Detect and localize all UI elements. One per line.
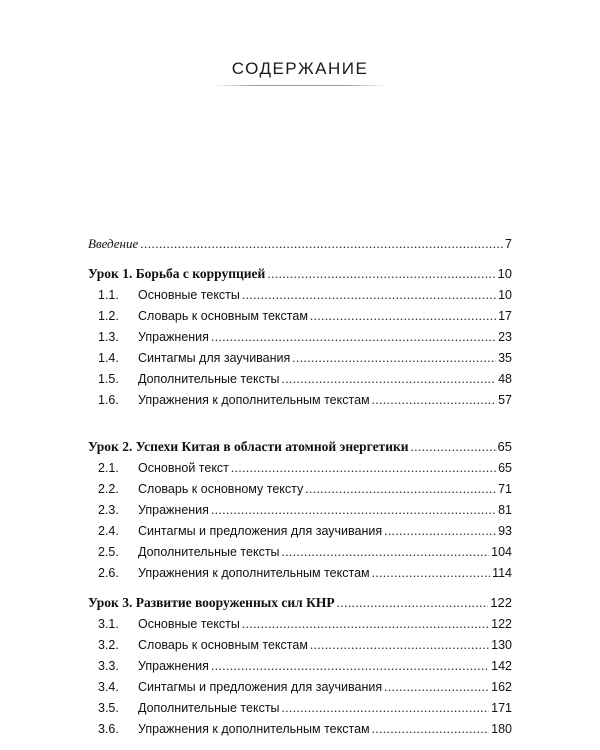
toc-item-number: 2.2. (98, 482, 119, 496)
toc-item-number: 1.4. (98, 351, 119, 365)
toc-item-title: Основные тексты (138, 288, 240, 302)
toc-item-title: Упражнения (138, 659, 209, 673)
dot-leader (242, 284, 496, 305)
toc-item-title: Синтагмы и предложения для заучивания (138, 680, 383, 694)
toc-item-number: 3.4. (98, 680, 119, 694)
dot-leader (282, 368, 497, 389)
toc-item-3-3[interactable] (88, 655, 512, 676)
toc-entry-intro[interactable] (88, 233, 512, 254)
toc-item-title: Синтагмы для заучивания (138, 351, 291, 365)
toc-item-3-4[interactable] (88, 676, 512, 697)
toc-page-number: 162 (491, 680, 512, 694)
toc-item-2-4[interactable] (88, 520, 512, 541)
dot-leader (267, 263, 495, 284)
toc-item-number: 3.5. (98, 701, 119, 715)
toc-page-number: 65 (497, 439, 512, 454)
toc-item-title: Упражнения к дополнительным текстам (138, 393, 370, 407)
toc-item-number: 2.5. (98, 545, 119, 559)
toc-item-2-3[interactable] (88, 499, 512, 520)
toc-item-3-6[interactable] (88, 718, 512, 739)
toc-item-title: Дополнительные тексты (138, 372, 280, 386)
toc-page-number: 10 (497, 266, 512, 281)
dot-leader (242, 613, 489, 634)
toc-page-number: 65 (498, 461, 512, 475)
toc-page-number: 7 (505, 237, 512, 251)
dot-leader (211, 655, 489, 676)
toc-item-number: 2.3. (98, 503, 119, 517)
toc-item-number: 3.3. (98, 659, 119, 673)
toc-item-number: 1.1. (98, 288, 119, 302)
dot-leader (310, 634, 489, 655)
toc-lesson-2[interactable] (88, 436, 512, 457)
toc-page-number: 130 (491, 638, 512, 652)
dot-leader (305, 478, 496, 499)
toc-lesson-title: Урок 2. Успехи Китая в области атомной энергетики (88, 439, 409, 454)
toc-page-number: 35 (498, 351, 512, 365)
toc-item-number: 1.6. (98, 393, 119, 407)
dot-leader (384, 520, 496, 541)
toc-page-number: 10 (498, 288, 512, 302)
toc-item-2-2[interactable] (88, 478, 512, 499)
toc-item-title: Упражнения (138, 503, 209, 517)
toc-item-1-5[interactable] (88, 368, 512, 389)
toc-item-1-4[interactable] (88, 347, 512, 368)
toc-item-3-1[interactable] (88, 613, 512, 634)
toc-page-number: 81 (498, 503, 512, 517)
toc-item-title: Словарь к основным текстам (138, 638, 308, 652)
toc-page-number: 104 (491, 545, 512, 559)
dot-leader (372, 562, 490, 583)
toc-item-2-6[interactable] (88, 562, 512, 583)
toc-item-number: 2.6. (98, 566, 119, 580)
toc-item-number: 1.3. (98, 330, 119, 344)
toc-page-number: 17 (498, 309, 512, 323)
toc-page-number: 93 (498, 524, 512, 538)
toc-page-number: 23 (498, 330, 512, 344)
toc-item-1-1[interactable] (88, 284, 512, 305)
toc-item-title: Синтагмы и предложения для заучивания (138, 524, 383, 538)
dot-leader (231, 457, 496, 478)
toc-page-number: 48 (498, 372, 512, 386)
page-title: СОДЕРЖАНИЕ (231, 59, 369, 78)
toc-item-2-1[interactable] (88, 457, 512, 478)
toc-item-2-5[interactable] (88, 541, 512, 562)
toc-page-number: 71 (498, 482, 512, 496)
toc-lesson-3[interactable] (88, 592, 512, 613)
toc-item-1-6[interactable] (88, 389, 512, 410)
toc-item-title: Упражнения к дополнительным текстам (138, 722, 370, 736)
toc-item-title: Словарь к основным текстам (138, 309, 308, 323)
toc-item-title: Словарь к основному тексту (138, 482, 304, 496)
toc-lesson-title: Урок 1. Борьба с коррупцией (88, 266, 266, 281)
toc-page-number: 122 (490, 595, 512, 610)
dot-leader (292, 347, 496, 368)
dot-leader (282, 541, 490, 562)
toc-item-number: 2.4. (98, 524, 119, 538)
dot-leader (310, 305, 496, 326)
toc-item-title: Упражнения к дополнительным текстам (138, 566, 370, 580)
toc-item-title: Основной текст (138, 461, 229, 475)
toc-item-number: 3.6. (98, 722, 119, 736)
toc-item-3-5[interactable] (88, 697, 512, 718)
table-of-contents (88, 233, 512, 739)
toc-item-3-2[interactable] (88, 634, 512, 655)
toc-entry-title: Введение (88, 236, 139, 251)
toc-page-number: 122 (491, 617, 512, 631)
toc-page-number: 171 (491, 701, 512, 715)
toc-item-title: Дополнительные тексты (138, 545, 280, 559)
toc-item-title: Основные тексты (138, 617, 240, 631)
toc-item-title: Дополнительные тексты (138, 701, 280, 715)
toc-lesson-1[interactable] (88, 263, 512, 284)
toc-page-number: 57 (498, 393, 512, 407)
dot-leader (211, 499, 496, 520)
dot-leader (384, 676, 489, 697)
dot-leader (411, 436, 496, 457)
toc-item-number: 3.1. (98, 617, 119, 631)
toc-item-title: Упражнения (138, 330, 209, 344)
toc-item-1-2[interactable] (88, 305, 512, 326)
toc-item-number: 2.1. (98, 461, 119, 475)
toc-page-number: 142 (491, 659, 512, 673)
toc-page-number: 114 (492, 566, 512, 580)
toc-lesson-title: Урок 3. Развитие вооруженных сил КНР (88, 595, 335, 610)
dot-leader (372, 718, 490, 739)
dot-leader (337, 592, 489, 613)
toc-item-1-3[interactable] (88, 326, 512, 347)
title-divider (212, 85, 388, 86)
toc-item-number: 1.5. (98, 372, 119, 386)
toc-page-number: 180 (491, 722, 512, 736)
dot-leader (140, 233, 503, 254)
toc-item-number: 3.2. (98, 638, 119, 652)
dot-leader (282, 697, 490, 718)
dot-leader (372, 389, 496, 410)
dot-leader (211, 326, 496, 347)
toc-item-number: 1.2. (98, 309, 119, 323)
